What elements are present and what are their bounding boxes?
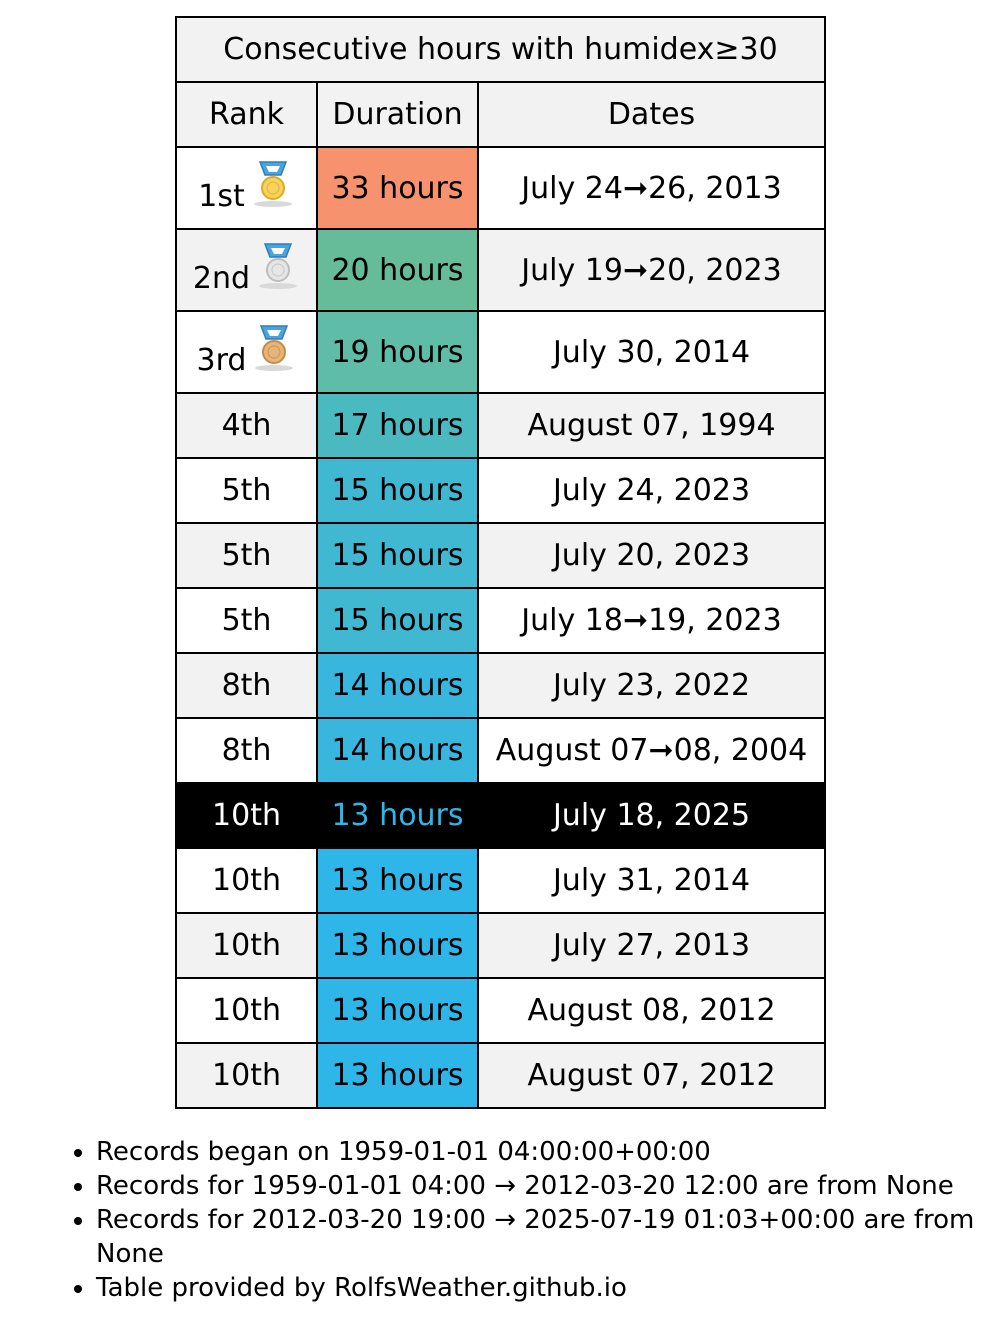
table-row: [176, 458, 825, 523]
rank-cell: [176, 229, 317, 311]
table-row: [176, 229, 825, 311]
dates-cell: July 31, 2014: [478, 848, 825, 913]
rank-cell: 5th: [176, 588, 317, 653]
duration-cell: 19 hours: [317, 311, 478, 393]
rank-cell: 10th: [176, 1043, 317, 1108]
table-row: [176, 718, 825, 783]
duration-cell: 13 hours: [317, 848, 478, 913]
dates-cell: July 30, 2014: [478, 311, 825, 393]
note-attribution: • Table provided by RolfsWeather.github.io: [96, 1271, 976, 1305]
duration-cell: 13 hours: [317, 783, 478, 848]
duration-cell: 13 hours: [317, 978, 478, 1043]
duration-cell: 33 hours: [317, 147, 478, 229]
rank-cell: 4th: [176, 393, 317, 458]
table-body: [176, 147, 825, 1108]
rank-header: Rank: [176, 82, 317, 147]
note-source-period-1: • Records for 1959-01-01 04:00 → 2012-03-20 12:00 are from None: [96, 1169, 976, 1203]
duration-cell: 15 hours: [317, 588, 478, 653]
silver-medal-icon: [256, 241, 300, 291]
table-row: [176, 588, 825, 653]
dates-cell: August 08, 2012: [478, 978, 825, 1043]
rank-cell: 10th: [176, 913, 317, 978]
notes-list: [56, 1135, 976, 1305]
table-row: [176, 783, 825, 848]
rank-cell: [176, 147, 317, 229]
table-row: [176, 913, 825, 978]
table-row: [176, 653, 825, 718]
rank-label: 3rd: [196, 342, 247, 378]
table-row: [176, 1043, 825, 1108]
table-row: [176, 311, 825, 393]
duration-cell: 14 hours: [317, 718, 478, 783]
rank-cell: 8th: [176, 718, 317, 783]
dates-cell: August 07, 2012: [478, 1043, 825, 1108]
bronze-medal-icon: [252, 323, 296, 373]
dates-header: Dates: [478, 82, 825, 147]
dates-cell: July 27, 2013: [478, 913, 825, 978]
dates-cell: July 20, 2023: [478, 523, 825, 588]
rank-cell: 10th: [176, 783, 317, 848]
duration-cell: 15 hours: [317, 458, 478, 523]
duration-cell: 14 hours: [317, 653, 478, 718]
records-table: [175, 16, 826, 1109]
table-row: [176, 523, 825, 588]
duration-cell: 20 hours: [317, 229, 478, 311]
rank-cell: 5th: [176, 523, 317, 588]
duration-cell: 13 hours: [317, 913, 478, 978]
table-title: Consecutive hours with humidex≥30: [176, 17, 825, 82]
gold-medal-icon: [251, 159, 295, 209]
rank-cell: 10th: [176, 978, 317, 1043]
rank-cell: 5th: [176, 458, 317, 523]
rank-cell: 8th: [176, 653, 317, 718]
note-records-began: • Records began on 1959-01-01 04:00:00+00:00: [96, 1135, 976, 1169]
dates-cell: July 18, 2025: [478, 783, 825, 848]
rank-cell: [176, 311, 317, 393]
table-row: [176, 393, 825, 458]
dates-cell: August 07, 1994: [478, 393, 825, 458]
rank-label: 1st: [198, 178, 245, 214]
dates-cell: August 07➞08, 2004: [478, 718, 825, 783]
dates-cell: July 18➞19, 2023: [478, 588, 825, 653]
note-source-period-2: • Records for 2012-03-20 19:00 → 2025-07-19 01:03+00:00 are from None: [96, 1203, 976, 1271]
table-row: [176, 978, 825, 1043]
duration-cell: 17 hours: [317, 393, 478, 458]
dates-cell: July 19➞20, 2023: [478, 229, 825, 311]
rank-label: 2nd: [192, 260, 251, 296]
dates-cell: July 24➞26, 2013: [478, 147, 825, 229]
duration-cell: 13 hours: [317, 1043, 478, 1108]
table-row: [176, 147, 825, 229]
dates-cell: July 23, 2022: [478, 653, 825, 718]
duration-header: Duration: [317, 82, 478, 147]
duration-cell: 15 hours: [317, 523, 478, 588]
table-row: [176, 848, 825, 913]
dates-cell: July 24, 2023: [478, 458, 825, 523]
rank-cell: 10th: [176, 848, 317, 913]
